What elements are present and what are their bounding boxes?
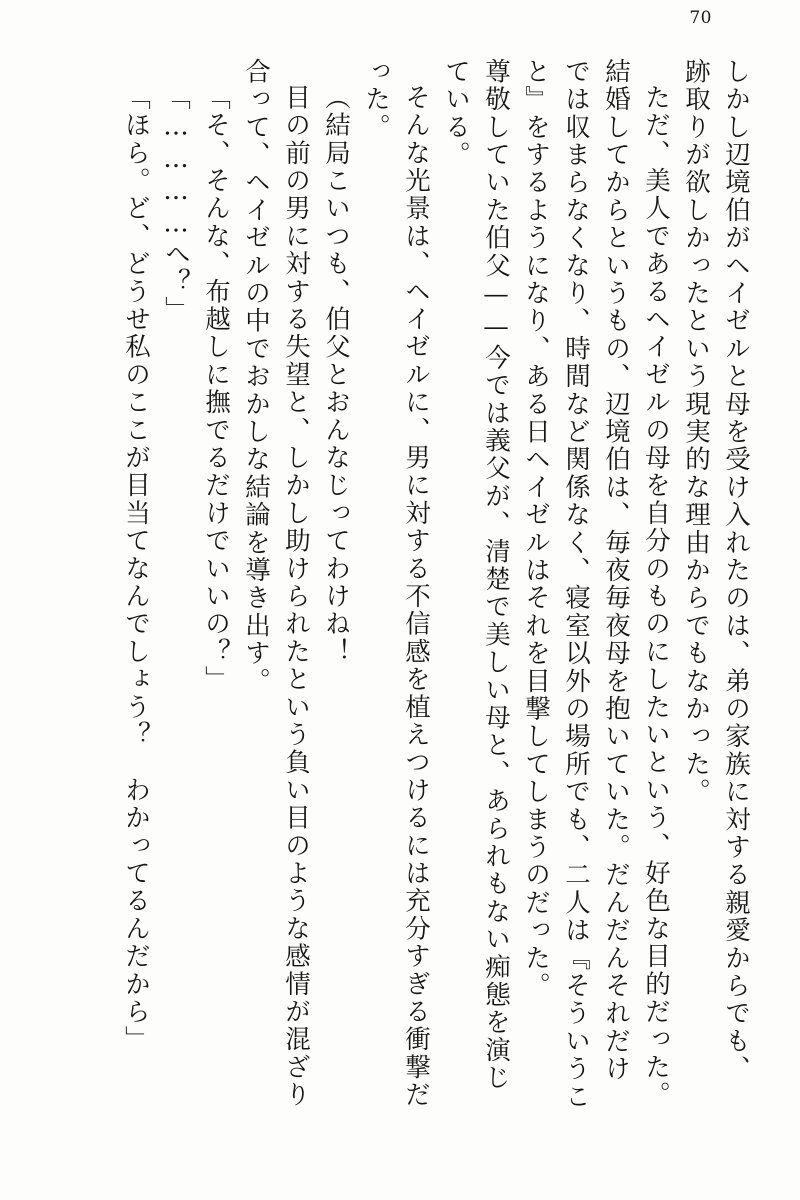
text-line: 「そ、そんな、布越しに撫でるだけでいいの？」: [201, 84, 231, 694]
text-line: 合って、ヘイゼルの中でおかしな結論を導き出す。: [241, 58, 271, 696]
page-number: 70: [689, 8, 712, 28]
text-line: しかし辺境伯がヘイゼルと母を受け入れたのは、弟の家族に対する親愛からでも、: [721, 58, 751, 1083]
text-line: そんな光景は、ヘイゼルに、男に対する不信感を植えつけるには充分すぎる衝撃だ: [401, 84, 431, 1109]
text-line: った。: [361, 58, 391, 142]
text-line: では収まらなくなり、時間など関係なく、寝室以外の場所でも、二人は『そういうこ: [561, 58, 591, 1111]
text-line: 結婚してからというもの、辺境伯は、毎夜毎夜母を抱いていた。だんだんそれだけ: [601, 58, 631, 1083]
text-line: 跡取りが欲しかったという現実的な理由からでもなかった。: [681, 58, 711, 806]
text-line: 尊敬していた伯父——今では義父が、清楚で美しい母と、あられもない痴態を演じ: [481, 58, 511, 1092]
text-line: 「…………へ？」: [161, 84, 191, 324]
text-line: ただ、美人であるヘイゼルの母を自分のものにしたいという、好色な目的だった。: [641, 84, 671, 1109]
text-line: 目の前の男に対する失望と、しかし助けられたという負い目のような感情が混ざり: [281, 84, 311, 1109]
text-line: と』をするようになり、ある日ヘイゼルはそれを目撃してしまうのだった。: [521, 58, 551, 1000]
text-line: 「ほら。ど、どうせ私のここが目当てなんでしょう？ わかってるんだから」: [121, 84, 151, 1054]
text-line: （結局こいつも、伯父とおんなじってわけね！: [321, 84, 351, 666]
vertical-text-body: [52, 58, 751, 1160]
text-line: ている。: [441, 58, 471, 169]
